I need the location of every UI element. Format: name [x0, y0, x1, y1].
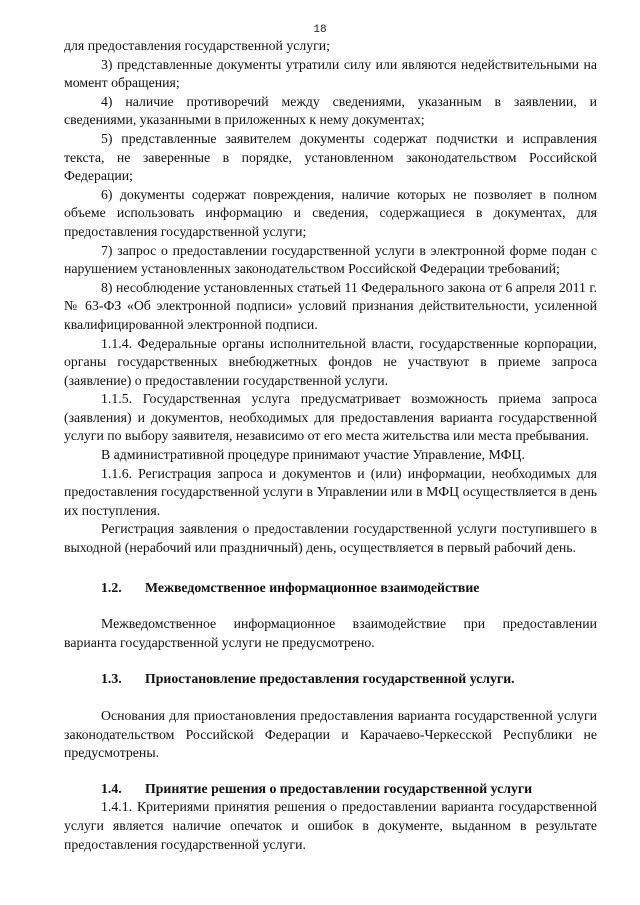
- paragraph: 1.1.4. Федеральные органы исполнительной власти, государственные корпорации, органы государственных внебюджетных фондов не участвуют в приеме запроса (заявление) о предоставлении государственной услуги.: [64, 335, 597, 388]
- list-item: 5) представленные заявителем документы содержат подчистки и исправления текста, не заверенные в порядке, установленном законодательством Российской Федерации;: [64, 130, 597, 184]
- paragraph: 1.1.5. Государственная услуга предусматривает возможность приема запроса (заявления) и документов, необходимых для предоставления варианта государственной услуги по выбору заявителя, независимо от его места жительства или места пребывания.: [64, 391, 597, 444]
- section-number: 1.2.: [101, 579, 122, 595]
- paragraph: для предоставления государственной услуги;: [64, 38, 330, 53]
- list-item: 4) наличие противоречий между сведениями, указанным в заявлении, и сведениями, указанными в приложенных к нему документах;: [64, 93, 597, 128]
- paragraph: 1.1.6. Регистрация запроса и документов и (или) информации, необходимых для предоставления государственной услуги в Управлении или в МФЦ осуществляется в день их поступления.: [64, 465, 597, 518]
- list-item: 6) документы содержат повреждения, наличие которых не позволяет в полном объеме использовать информацию и сведения, содержащиеся в документах, для предоставления государственной услуги;: [64, 186, 597, 239]
- section-title: Принятие решения о предоставлении государственной услуги: [145, 780, 533, 796]
- paragraph: Регистрация заявления о предоставлении государственной услуги поступившего в выходной (нерабочий или праздничный) день, осуществляется в первый рабочий день.: [64, 521, 597, 556]
- section-heading-1-3: [64, 670, 597, 689]
- section-title: Приостановление предоставления государственной услуги.: [145, 671, 515, 687]
- document-body: [64, 37, 597, 854]
- list-item: 8) несоблюдение установленных статьей 11 Федерального закона от 6 апреля 2011 г. № 63-ФЗ «Об электронной подписи» условий признания действительности, усиленной квалифицированной электронной подписи.: [64, 279, 597, 332]
- paragraph: В административной процедуре принимают участие Управление, МФЦ.: [101, 447, 525, 463]
- paragraph: Межведомственное информационное взаимодействие при предоставлении варианта государственной услуги не предусмотрено.: [64, 616, 597, 650]
- section-heading-1-4: [64, 780, 597, 799]
- section-number: 1.4.: [101, 780, 122, 796]
- section-title: Межведомственное информационное взаимодействие: [145, 579, 480, 595]
- section-heading-1-2: [64, 579, 597, 598]
- list-item: 3) представленные документы утратили силу или являются недействительными на момент обращения;: [64, 56, 597, 91]
- page-number: 18: [313, 24, 327, 36]
- paragraph: 1.4.1. Критериями принятия решения о предоставлении варианта государственной услуги является наличие опечаток и ошибок в документе, выданном в результате предоставления государственной услуги.: [64, 799, 597, 852]
- section-number: 1.3.: [101, 671, 122, 687]
- list-item: 7) запрос о предоставлении государственной услуги в электронной форме подан с нарушением установленных законодательством Российской Федерации требований;: [64, 242, 597, 277]
- paragraph: Основания для приостановления предоставления варианта государственной услуги законодательством Российской Федерации и Карачаево-Черкесской Республики не предусмотрены.: [64, 708, 597, 761]
